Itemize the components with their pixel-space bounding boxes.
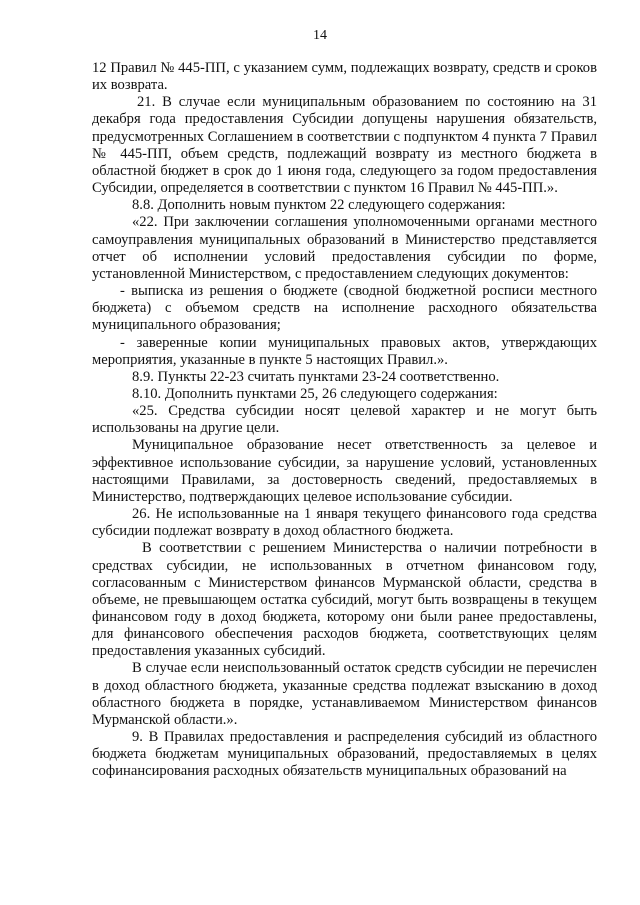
paragraph: «22. При заключении соглашения уполномоченными органами местного самоуправления муниципальных образований в Министерство представляется отчет об исполнении условий предоставления субсидии по форме, установленной Министерством, с предоставлением следующих документов: [92, 214, 597, 282]
page-number: 14 [313, 28, 327, 43]
paragraph: 8.8. Дополнить новым пунктом 22 следующего содержания: [132, 197, 506, 214]
paragraph: В случае если неиспользованный остаток средств субсидии не перечислен в доход областного бюджета, указанные средства подлежат взысканию в доход областного бюджета в порядке, устанавливаемом Министерством финансов Мурманской области.». [92, 660, 597, 728]
paragraph: 8.9. Пункты 22-23 считать пунктами 23-24 соответственно. [132, 368, 500, 385]
paragraph: 12 Правил № 445-ПП, с указанием сумм, подлежащих возврату, средств и сроков их возврата. [92, 60, 597, 94]
paragraph: Муниципальное образование несет ответственность за целевое и эффективное использование субсидии, за нарушение условий, установленных настоящими Правилами, за достоверность сведений, предоставляемых в Министерство, подтверждающих целевое использование субсидии. [92, 437, 597, 505]
paragraph: 21. В случае если муниципальным образованием по состоянию на 31 декабря года предоставления Субсидии допущены нарушения обязательств, предусмотренных Соглашением в соответствии с подпунктом 4 пункта 7 Правил № 445-ПП, объем средств, подлежащий возврату из местного бюджета в областной бюджет в срок до 1 июня года, следующего за годом предоставления Субсидии, определяется в соответствии с пунктом 16 Правил № 445-ПП.». [92, 94, 597, 197]
document-body [92, 60, 597, 781]
paragraph: В соответствии с решением Министерства о наличии потребности в средствах субсидии, не использованных в отчетном финансовом году, согласованным с Министерством финансов Мурманской области, средства в объеме, не превышающем остатка субсидий, могут быть возвращены в текущем финансовом году в доход бюджета, которому они были ранее предоставлены, для финансового обеспечения расходов бюджета, соответствующих целям предоставления указанных субсидий. [92, 540, 597, 660]
paragraph: «25. Средства субсидии носят целевой характер и не могут быть использованы на другие цели. [92, 403, 597, 437]
paragraph: 26. Не использованные на 1 января текущего финансового года средства субсидии подлежат возврату в доход областного бюджета. [92, 506, 597, 540]
paragraph: - заверенные копии муниципальных правовых актов, утверждающих мероприятия, указанные в пункте 5 настоящих Правил.». [92, 334, 597, 368]
paragraph: 8.10. Дополнить пунктами 25, 26 следующего содержания: [132, 385, 498, 402]
paragraph: 9. В Правилах предоставления и распределения субсидий из областного бюджета бюджетам муниципальных образований, предоставляемых в целях софинансирования расходных обязательств муниципальных образований на [92, 729, 597, 780]
paragraph: - выписка из решения о бюджете (сводной бюджетной росписи местного бюджета) с объемом средств на исполнение расходного обязательства муниципального образования; [92, 283, 597, 334]
